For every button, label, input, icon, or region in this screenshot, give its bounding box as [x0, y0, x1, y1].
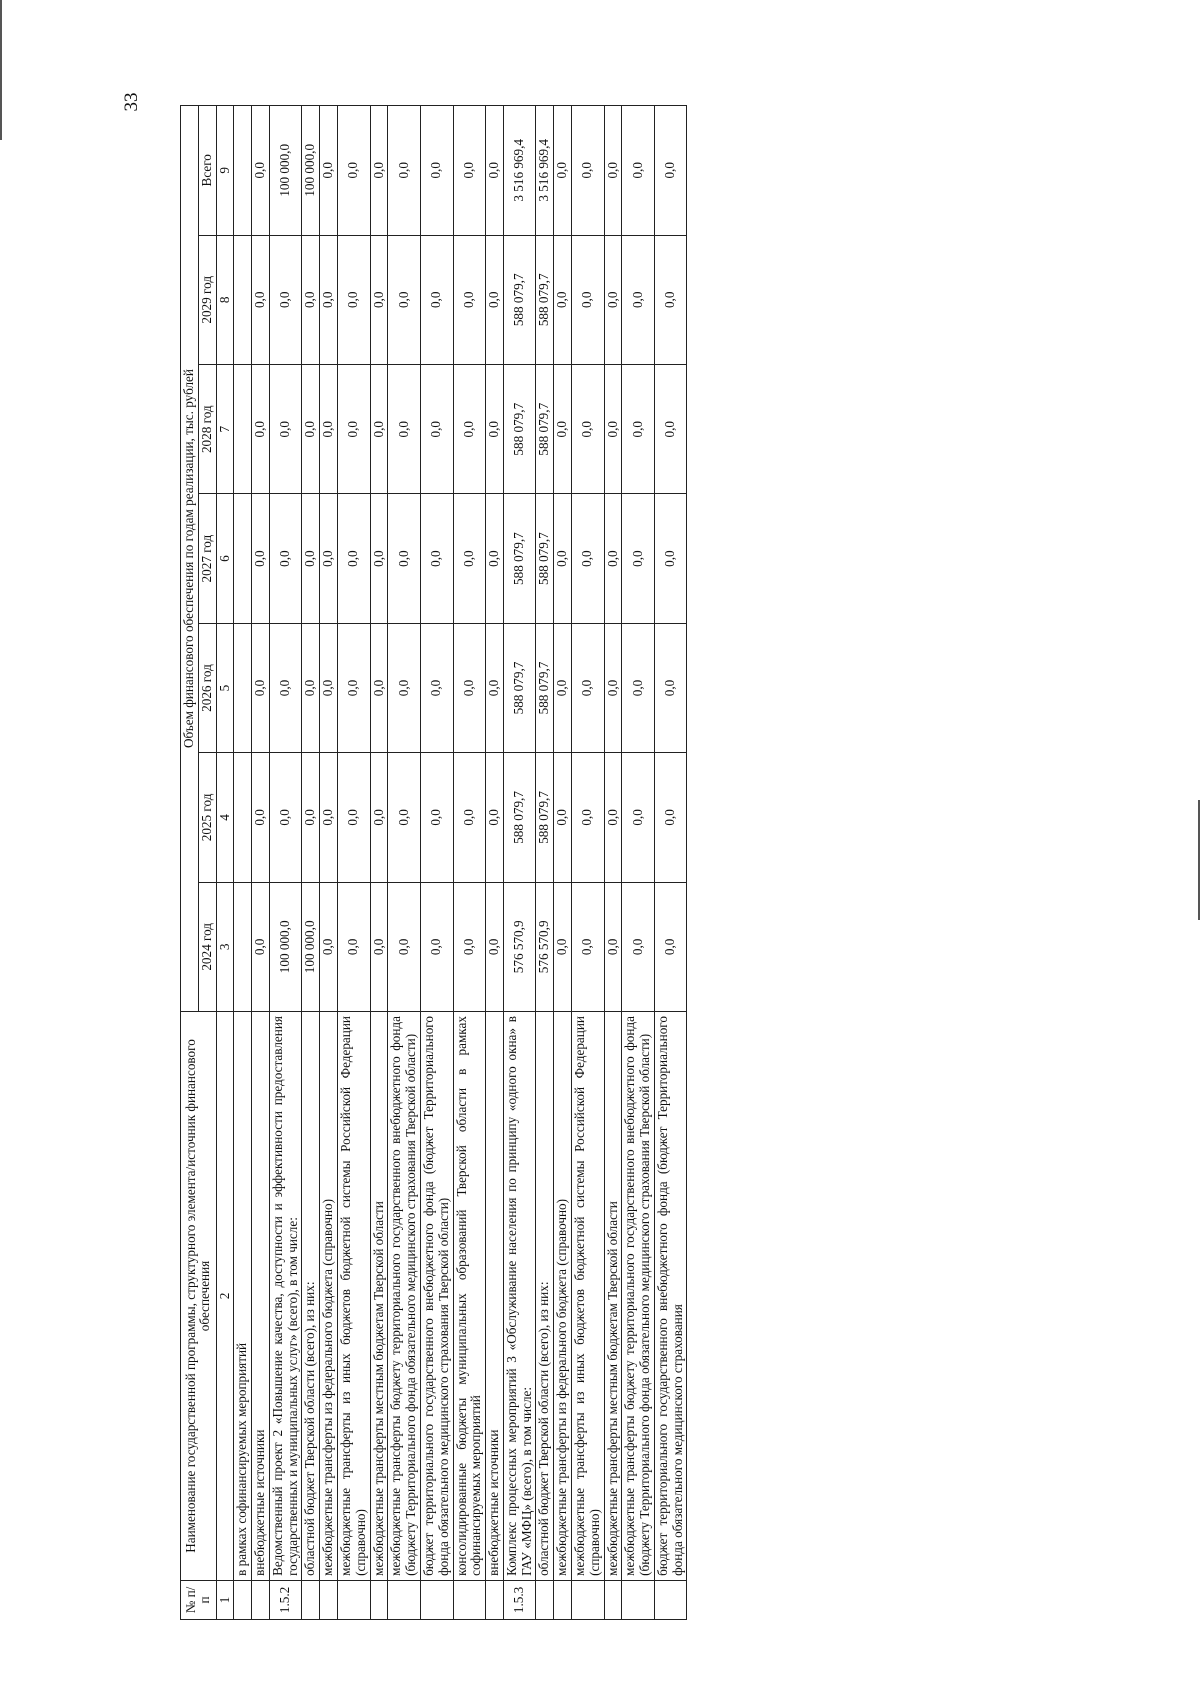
header-column-index: 7: [216, 365, 234, 494]
row-number: [571, 1580, 604, 1619]
row-year-value: 0,0: [571, 753, 604, 882]
table-row: [370, 106, 388, 1620]
table-row: [654, 106, 687, 1620]
row-number: [622, 1580, 655, 1619]
row-year-value: 0,0: [654, 494, 687, 623]
row-year-value: 0,0: [338, 235, 371, 364]
row-year-value: 0,0: [269, 235, 302, 364]
row-year-value: 0,0: [252, 882, 270, 1011]
row-year-value: 100 000,0: [302, 882, 320, 1011]
row-year-value: 0,0: [370, 623, 388, 752]
row-name: в рамках софинансируемых мероприятий: [234, 1012, 252, 1581]
row-year-value: 588 079,7: [536, 365, 554, 494]
row-year-value: 0,0: [571, 235, 604, 364]
header-column-index: 4: [216, 753, 234, 882]
row-name: бюджет территориального государственного внебюджетного фонда (бюджет Территориального фонда обязательного медицинского страхования: [654, 1012, 687, 1581]
row-year-value: 0,0: [320, 753, 338, 882]
table-row: [252, 106, 270, 1620]
row-year-value: 588 079,7: [536, 235, 554, 364]
row-total-value: 0,0: [388, 106, 421, 236]
table-row: [536, 106, 554, 1620]
row-year-value: 588 079,7: [503, 753, 536, 882]
row-number: [654, 1580, 687, 1619]
row-year-value: 0,0: [302, 753, 320, 882]
row-year-value: [234, 494, 252, 623]
row-name: межбюджетные трансферты местным бюджетам Тверской области: [370, 1012, 388, 1581]
row-year-value: 0,0: [571, 365, 604, 494]
row-year-value: 0,0: [654, 753, 687, 882]
row-total-value: 0,0: [622, 106, 655, 236]
row-year-value: 588 079,7: [503, 623, 536, 752]
row-year-value: 0,0: [302, 494, 320, 623]
row-name: Ведомственный проект 2 «Повышение качества, доступности и эффективности предоставления государственных и муниципальных услуг» (всего), в том числе:: [269, 1012, 302, 1581]
row-year-value: 0,0: [654, 623, 687, 752]
row-year-value: 0,0: [554, 882, 572, 1011]
header-year: 2027 год: [198, 494, 216, 623]
row-name: межбюджетные трансферты бюджету территориального государственного внебюджетного фонда (бюджету Территориального фонда обязательного медицинского страхования Тверской области): [388, 1012, 421, 1581]
row-year-value: 0,0: [388, 623, 421, 752]
row-year-value: 0,0: [453, 882, 486, 1011]
header-year: Всего: [198, 106, 216, 236]
row-year-value: 0,0: [388, 753, 421, 882]
row-year-value: 0,0: [420, 753, 453, 882]
header-column-index: 3: [216, 882, 234, 1011]
row-year-value: 0,0: [622, 623, 655, 752]
row-number: [320, 1580, 338, 1619]
row-total-value: 100 000,0: [269, 106, 302, 236]
row-year-value: 0,0: [622, 235, 655, 364]
header-year: 2024 год: [198, 882, 216, 1011]
row-year-value: 0,0: [338, 365, 371, 494]
row-year-value: 0,0: [420, 235, 453, 364]
row-total-value: 0,0: [604, 106, 622, 236]
row-year-value: 0,0: [554, 623, 572, 752]
row-year-value: 0,0: [604, 882, 622, 1011]
row-year-value: 0,0: [453, 365, 486, 494]
row-year-value: 588 079,7: [536, 623, 554, 752]
row-year-value: 0,0: [420, 623, 453, 752]
row-year-value: 0,0: [486, 623, 504, 752]
row-year-value: 0,0: [654, 235, 687, 364]
row-year-value: 0,0: [252, 753, 270, 882]
row-year-value: 0,0: [252, 494, 270, 623]
row-year-value: 0,0: [622, 365, 655, 494]
row-year-value: 0,0: [320, 494, 338, 623]
row-year-value: 0,0: [486, 365, 504, 494]
scan-edge-left: [0, 0, 2, 140]
row-total-value: 0,0: [338, 106, 371, 236]
header-index-row: [216, 106, 234, 1620]
row-total-value: 0,0: [554, 106, 572, 236]
row-year-value: 0,0: [269, 753, 302, 882]
table-row: [338, 106, 371, 1620]
row-year-value: 0,0: [269, 623, 302, 752]
row-year-value: 0,0: [554, 365, 572, 494]
row-name: межбюджетные трансферты из федерального бюджета (справочно): [320, 1012, 338, 1581]
row-total-value: 0,0: [420, 106, 453, 236]
row-year-value: 576 570,9: [536, 882, 554, 1011]
row-year-value: 0,0: [370, 235, 388, 364]
table-row: [453, 106, 486, 1620]
table-row: [503, 106, 536, 1620]
row-year-value: 0,0: [604, 365, 622, 494]
row-year-value: 0,0: [654, 365, 687, 494]
rotated-table-container: [180, 105, 1070, 1620]
header-column-index: 9: [216, 106, 234, 236]
row-total-value: 0,0: [252, 106, 270, 236]
row-year-value: 0,0: [554, 494, 572, 623]
row-year-value: 0,0: [654, 882, 687, 1011]
row-year-value: 0,0: [554, 235, 572, 364]
row-number: [370, 1580, 388, 1619]
row-number: [486, 1580, 504, 1619]
row-name: межбюджетные трансферты из иных бюджетов бюджетной системы Российской Федерации (справочно): [571, 1012, 604, 1581]
row-year-value: 0,0: [420, 882, 453, 1011]
row-year-value: [234, 623, 252, 752]
row-name: областной бюджет Тверской области (всего), из них:: [302, 1012, 320, 1581]
row-year-value: 0,0: [571, 494, 604, 623]
row-year-value: 0,0: [388, 882, 421, 1011]
row-number: [453, 1580, 486, 1619]
row-year-value: 0,0: [453, 753, 486, 882]
row-total-value: 0,0: [453, 106, 486, 236]
table-row: [622, 106, 655, 1620]
row-year-value: 0,0: [320, 623, 338, 752]
row-year-value: 100 000,0: [269, 882, 302, 1011]
row-year-value: 0,0: [269, 494, 302, 623]
row-year-value: 0,0: [486, 882, 504, 1011]
row-year-value: 0,0: [302, 365, 320, 494]
header-year: 2029 год: [198, 235, 216, 364]
row-name: Комплекс процессных мероприятий 3 «Обслуживание населения по принципу «одного окна» в ГАУ «МФЦ» (всего), в том числе:: [503, 1012, 536, 1581]
table-row: [269, 106, 302, 1620]
row-name: межбюджетные трансферты бюджету территориального государственного внебюджетного фонда (бюджету Территориального фонда обязательного медицинского страхования Тверской области): [622, 1012, 655, 1581]
row-year-value: 0,0: [486, 235, 504, 364]
row-year-value: [234, 882, 252, 1011]
row-name: бюджет территориального государственного внебюджетного фонда (бюджет Территориального фонда обязательного медицинского страхования Тверской области): [420, 1012, 453, 1581]
table-row: [571, 106, 604, 1620]
header-column-index: 6: [216, 494, 234, 623]
table-row: [420, 106, 453, 1620]
row-year-value: 0,0: [320, 882, 338, 1011]
row-total-value: 0,0: [654, 106, 687, 236]
row-total-value: 0,0: [486, 106, 504, 236]
table-row: [234, 106, 252, 1620]
header-name: Наименование государственной программы, структурного элемента/источник финансового обеспечения: [181, 1012, 217, 1581]
header-column-index: 1: [216, 1580, 234, 1619]
row-year-value: 0,0: [486, 753, 504, 882]
row-year-value: 0,0: [604, 494, 622, 623]
financing-table: [180, 105, 687, 1620]
row-year-value: 0,0: [252, 623, 270, 752]
row-year-value: [234, 235, 252, 364]
row-year-value: 0,0: [388, 235, 421, 364]
row-year-value: 0,0: [453, 623, 486, 752]
row-year-value: 0,0: [571, 623, 604, 752]
row-year-value: 0,0: [554, 753, 572, 882]
row-year-value: 0,0: [370, 882, 388, 1011]
row-number: [420, 1580, 453, 1619]
row-year-value: 0,0: [320, 365, 338, 494]
row-year-value: 0,0: [604, 235, 622, 364]
table-row: [302, 106, 320, 1620]
header-year: 2028 год: [198, 365, 216, 494]
header-year: 2026 год: [198, 623, 216, 752]
table-body: [234, 106, 687, 1620]
header-funding-group: Объем финансового обеспечения по годам реализации, тыс. рублей: [181, 106, 199, 1012]
row-year-value: 0,0: [420, 494, 453, 623]
row-year-value: 588 079,7: [536, 753, 554, 882]
row-year-value: 0,0: [338, 494, 371, 623]
row-total-value: 100 000,0: [302, 106, 320, 236]
row-year-value: [234, 365, 252, 494]
row-year-value: 0,0: [338, 882, 371, 1011]
row-year-value: [234, 753, 252, 882]
table-row: [486, 106, 504, 1620]
row-year-value: 0,0: [370, 494, 388, 623]
row-total-value: [234, 106, 252, 236]
row-year-value: 0,0: [370, 365, 388, 494]
row-year-value: 0,0: [320, 235, 338, 364]
row-year-value: 0,0: [604, 623, 622, 752]
header-year: 2025 год: [198, 753, 216, 882]
row-name: внебюджетные источники: [252, 1012, 270, 1581]
row-year-value: 0,0: [453, 235, 486, 364]
table-row: [388, 106, 421, 1620]
row-total-value: 3 516 969,4: [503, 106, 536, 236]
row-year-value: 0,0: [571, 882, 604, 1011]
row-number: 1.5.3: [503, 1580, 536, 1619]
table-row: [554, 106, 572, 1620]
row-year-value: 0,0: [338, 753, 371, 882]
row-number: [302, 1580, 320, 1619]
row-year-value: 0,0: [486, 494, 504, 623]
row-number: [234, 1580, 252, 1619]
row-year-value: 0,0: [302, 623, 320, 752]
row-year-value: 0,0: [622, 753, 655, 882]
table-row: [320, 106, 338, 1620]
row-name: межбюджетные трансферты из иных бюджетов бюджетной системы Российской Федерации (справочно): [338, 1012, 371, 1581]
row-year-value: 0,0: [453, 494, 486, 623]
row-year-value: 0,0: [622, 882, 655, 1011]
row-year-value: 588 079,7: [503, 494, 536, 623]
row-year-value: 0,0: [302, 235, 320, 364]
row-year-value: 0,0: [388, 494, 421, 623]
row-year-value: 0,0: [338, 623, 371, 752]
row-year-value: 0,0: [269, 365, 302, 494]
row-number: [338, 1580, 371, 1619]
table-row: [604, 106, 622, 1620]
row-total-value: 0,0: [571, 106, 604, 236]
row-year-value: 0,0: [388, 365, 421, 494]
row-year-value: 0,0: [370, 753, 388, 882]
row-year-value: 0,0: [604, 753, 622, 882]
row-number: [604, 1580, 622, 1619]
row-year-value: 0,0: [420, 365, 453, 494]
row-year-value: 0,0: [252, 365, 270, 494]
row-total-value: 3 516 969,4: [536, 106, 554, 236]
row-year-value: 588 079,7: [536, 494, 554, 623]
row-number: 1.5.2: [269, 1580, 302, 1619]
row-name: областной бюджет Тверской области (всего), из них:: [536, 1012, 554, 1581]
row-year-value: 0,0: [622, 494, 655, 623]
page-number: 33: [121, 92, 142, 112]
row-year-value: 588 079,7: [503, 365, 536, 494]
row-year-value: 0,0: [252, 235, 270, 364]
header-column-index: 2: [216, 1012, 234, 1581]
header-column-index: 5: [216, 623, 234, 752]
row-total-value: 0,0: [370, 106, 388, 236]
row-number: [536, 1580, 554, 1619]
row-year-value: 576 570,9: [503, 882, 536, 1011]
row-year-value: 588 079,7: [503, 235, 536, 364]
row-number: [252, 1580, 270, 1619]
row-number: [388, 1580, 421, 1619]
row-name: межбюджетные трансферты местным бюджетам Тверской области: [604, 1012, 622, 1581]
header-column-index: 8: [216, 235, 234, 364]
row-name: межбюджетные трансферты из федерального бюджета (справочно): [554, 1012, 572, 1581]
row-total-value: 0,0: [320, 106, 338, 236]
row-name: консолидированные бюджеты муниципальных образований Тверской области в рамках софинансируемых мероприятий: [453, 1012, 486, 1581]
header-no: № п/п: [181, 1580, 217, 1619]
row-name: внебюджетные источники: [486, 1012, 504, 1581]
row-number: [554, 1580, 572, 1619]
